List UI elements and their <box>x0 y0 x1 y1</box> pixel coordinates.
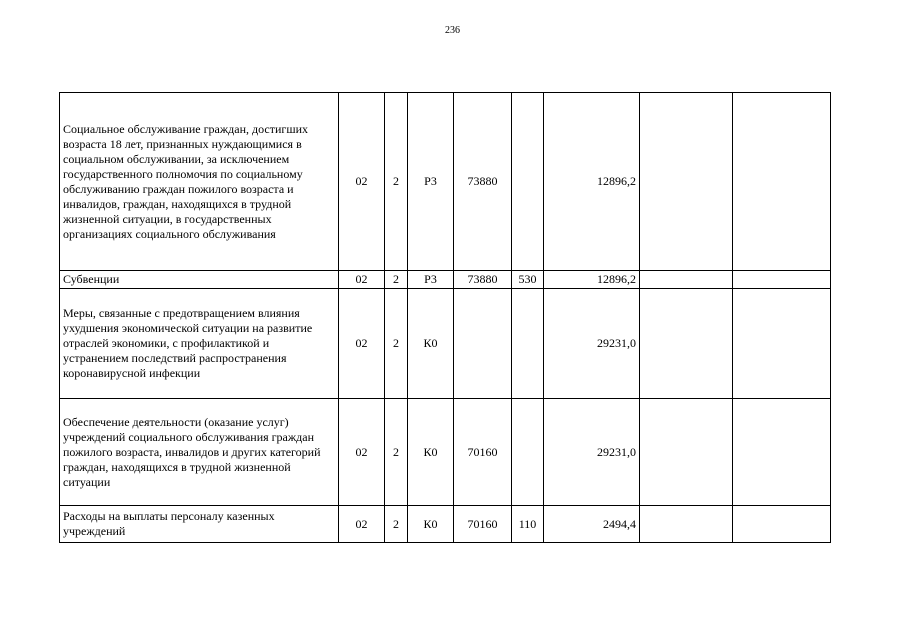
table-row <box>60 399 831 506</box>
subsection-code: 2 <box>385 271 408 289</box>
empty-cell <box>733 271 831 289</box>
subsection-code: 2 <box>385 289 408 399</box>
program-code: К0 <box>408 289 454 399</box>
section-code: 02 <box>339 271 385 289</box>
subsection-code: 2 <box>385 399 408 506</box>
table-row <box>60 271 831 289</box>
section-code: 02 <box>339 93 385 271</box>
subsection-code: 2 <box>385 506 408 543</box>
direction-code: 70160 <box>454 506 512 543</box>
direction-code: 73880 <box>454 93 512 271</box>
empty-cell <box>733 93 831 271</box>
table-row <box>60 93 831 271</box>
empty-cell <box>640 289 733 399</box>
row-name: Субвенции <box>60 271 339 289</box>
amount: 2494,4 <box>544 506 640 543</box>
expense-type-code: 530 <box>512 271 544 289</box>
direction-code <box>454 289 512 399</box>
section-code: 02 <box>339 289 385 399</box>
empty-cell <box>733 289 831 399</box>
table-row <box>60 506 831 543</box>
subsection-code: 2 <box>385 93 408 271</box>
section-code: 02 <box>339 399 385 506</box>
empty-cell <box>640 399 733 506</box>
program-code: К0 <box>408 506 454 543</box>
direction-code: 70160 <box>454 399 512 506</box>
row-name: Обеспечение деятельности (оказание услуг) учреждений социального обслуживания граждан пожилого возраста, инвалидов и других категорий граждан, находящихся в трудной жизненной ситуации <box>60 399 339 506</box>
amount: 29231,0 <box>544 399 640 506</box>
expense-type-code <box>512 399 544 506</box>
empty-cell <box>640 93 733 271</box>
program-code: К0 <box>408 399 454 506</box>
table-row <box>60 289 831 399</box>
direction-code: 73880 <box>454 271 512 289</box>
expense-type-code <box>512 289 544 399</box>
section-code: 02 <box>339 506 385 543</box>
row-name: Социальное обслуживание граждан, достигших возраста 18 лет, признанных нуждающимися в социальном обслуживании, за исключением государственного полномочия по социальному обслуживанию граждан пожилого возраста и инвалидов, граждан, находящихся в трудной жизненной ситуации, в государственных организациях социального обслуживания <box>60 93 339 271</box>
row-name: Расходы на выплаты персоналу казенных учреждений <box>60 506 339 543</box>
empty-cell <box>640 271 733 289</box>
page-number: 236 <box>445 25 460 36</box>
amount: 12896,2 <box>544 271 640 289</box>
program-code: Р3 <box>408 93 454 271</box>
empty-cell <box>733 399 831 506</box>
budget-table <box>59 92 831 543</box>
expense-type-code <box>512 93 544 271</box>
program-code: Р3 <box>408 271 454 289</box>
empty-cell <box>733 506 831 543</box>
row-name: Меры, связанные с предотвращением влияния ухудшения экономической ситуации на развитие отраслей экономики, с профилактикой и устранением последствий распространения коронавирусной инфекции <box>60 289 339 399</box>
empty-cell <box>640 506 733 543</box>
expense-type-code: 110 <box>512 506 544 543</box>
amount: 29231,0 <box>544 289 640 399</box>
amount: 12896,2 <box>544 93 640 271</box>
